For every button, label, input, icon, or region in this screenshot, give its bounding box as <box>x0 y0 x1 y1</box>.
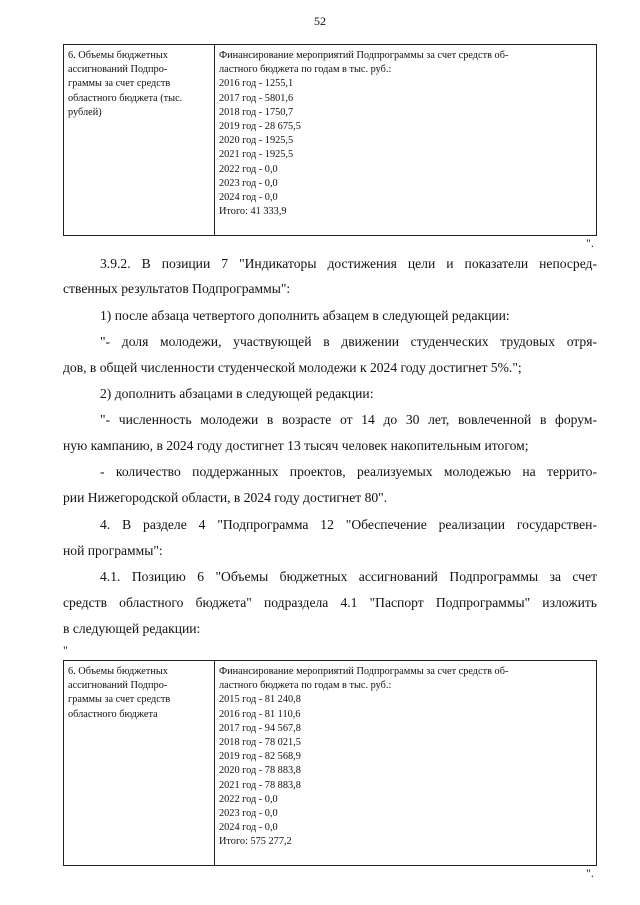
table-2-value-cell <box>215 661 596 865</box>
paragraph-3-9-2-line-1: 3.9.2. В позиции 7 "Индикаторы достижения цели и показатели непосред- <box>100 256 597 271</box>
paragraph-item-2: 2) дополнить абзацами в следующей редакции: <box>100 386 374 401</box>
table-2-year-row: 2018 год - 78 021,5 <box>219 737 301 749</box>
table-2-label-cell <box>64 661 215 865</box>
table-2-total-row: Итого: 575 277,2 <box>219 836 292 848</box>
paragraph-quote-1-line-1: "- доля молодежи, участвующей в движении студенческих трудовых отря- <box>100 334 597 349</box>
budget-table-1 <box>63 44 597 236</box>
table-1-year-row: 2021 год - 1925,5 <box>219 149 294 161</box>
table-1-heading-line: Финансирование мероприятий Подпрограммы за счет средств об- <box>219 50 509 61</box>
paragraph-4-1-line-1: 4.1. Позицию 6 "Объемы бюджетных ассигнований Подпрограммы за счет <box>100 569 597 584</box>
table-1-year-row: 2017 год - 5801,6 <box>219 92 294 104</box>
table-2-label-line: областного бюджета <box>68 708 158 720</box>
paragraph-section-4-line-1: 4. В разделе 4 "Подпрограмма 12 "Обеспечение реализации государствен- <box>100 517 597 532</box>
table-2-year-row: 2017 год - 94 567,8 <box>219 722 301 734</box>
paragraph-section-4-line-2: ной программы": <box>63 543 163 558</box>
table-1-total-row: Итого: 41 333,9 <box>219 206 287 218</box>
table-1-value-cell <box>215 45 596 235</box>
table-1-year-row: 2018 год - 1750,7 <box>219 106 294 118</box>
table-2-year-row: 2023 год - 0,0 <box>219 808 278 820</box>
table-2-year-row: 2019 год - 82 568,9 <box>219 751 301 763</box>
table-1-year-row: 2020 год - 1925,5 <box>219 135 294 147</box>
paragraph-4-1-line-2: средств областного бюджета" подраздела 4.1 "Паспорт Подпрограммы" изложить <box>63 595 597 610</box>
table-1-label-line: областного бюджета (тыс. <box>68 92 183 104</box>
paragraph-4-1-line-3: в следующей редакции: <box>63 621 201 636</box>
table-1-year-row: 2016 год - 1255,1 <box>219 78 294 90</box>
opening-quote-2: " <box>63 643 68 657</box>
table-2-year-row: 2021 год - 78 883,8 <box>219 779 301 791</box>
paragraph-quote-3-line-2: рии Нижегородской области, в 2024 году достигнет 80". <box>63 490 388 505</box>
table-2-year-row: 2020 год - 78 883,8 <box>219 765 301 777</box>
closing-quote-2: ". <box>586 866 594 880</box>
table-1-label-line: рублей) <box>68 106 102 118</box>
table-1-year-row: 2019 год - 28 675,5 <box>219 121 301 133</box>
table-1-year-row: 2023 год - 0,0 <box>219 177 278 189</box>
table-2-label-line: 6. Объемы бюджетных <box>68 666 168 677</box>
table-2-year-row: 2024 год - 0,0 <box>219 822 278 834</box>
budget-table-2 <box>63 660 597 866</box>
table-2-label-line: ассигнований Подпро- <box>68 680 168 692</box>
paragraph-3-9-2-line-2: ственных результатов Подпрограммы": <box>63 281 291 296</box>
table-1-year-row: 2024 год - 0,0 <box>219 192 278 204</box>
table-1-year-row: 2022 год - 0,0 <box>219 163 278 175</box>
table-2-year-row: 2022 год - 0,0 <box>219 793 278 805</box>
table-1-label-line: 6. Объемы бюджетных <box>68 50 168 61</box>
closing-quote-1: ". <box>586 236 594 250</box>
table-1-label-line: ассигнований Подпро- <box>68 64 168 76</box>
paragraph-quote-3-line-1: - количество поддержанных проектов, реализуемых молодежью на террито- <box>100 464 597 479</box>
page-number: 52 <box>314 14 326 28</box>
table-2-heading-line: Финансирование мероприятий Подпрограммы за счет средств об- <box>219 666 509 677</box>
paragraph-quote-1-line-2: дов, в общей численности студенческой молодежи к 2024 году достигнет 5%."; <box>63 360 522 375</box>
paragraph-quote-2-line-1: "- численность молодежи в возрасте от 14 до 30 лет, вовлеченной в форум- <box>100 412 597 427</box>
paragraph-quote-2-line-2: ную кампанию, в 2024 году достигнет 13 тысяч человек накопительным итогом; <box>63 438 529 453</box>
table-2-label-line: граммы за счет средств <box>68 694 171 706</box>
table-1-label-line: граммы за счет средств <box>68 78 171 90</box>
paragraph-item-1: 1) после абзаца четвертого дополнить абзацем в следующей редакции: <box>100 308 510 323</box>
table-1-heading-line: ластного бюджета по годам в тыс. руб.: <box>219 64 392 76</box>
table-2-year-row: 2015 год - 81 240,8 <box>219 694 301 706</box>
table-1-label-cell <box>64 45 215 235</box>
table-2-year-row: 2016 год - 81 110,6 <box>219 708 301 720</box>
table-2-heading-line: ластного бюджета по годам в тыс. руб.: <box>219 680 392 692</box>
